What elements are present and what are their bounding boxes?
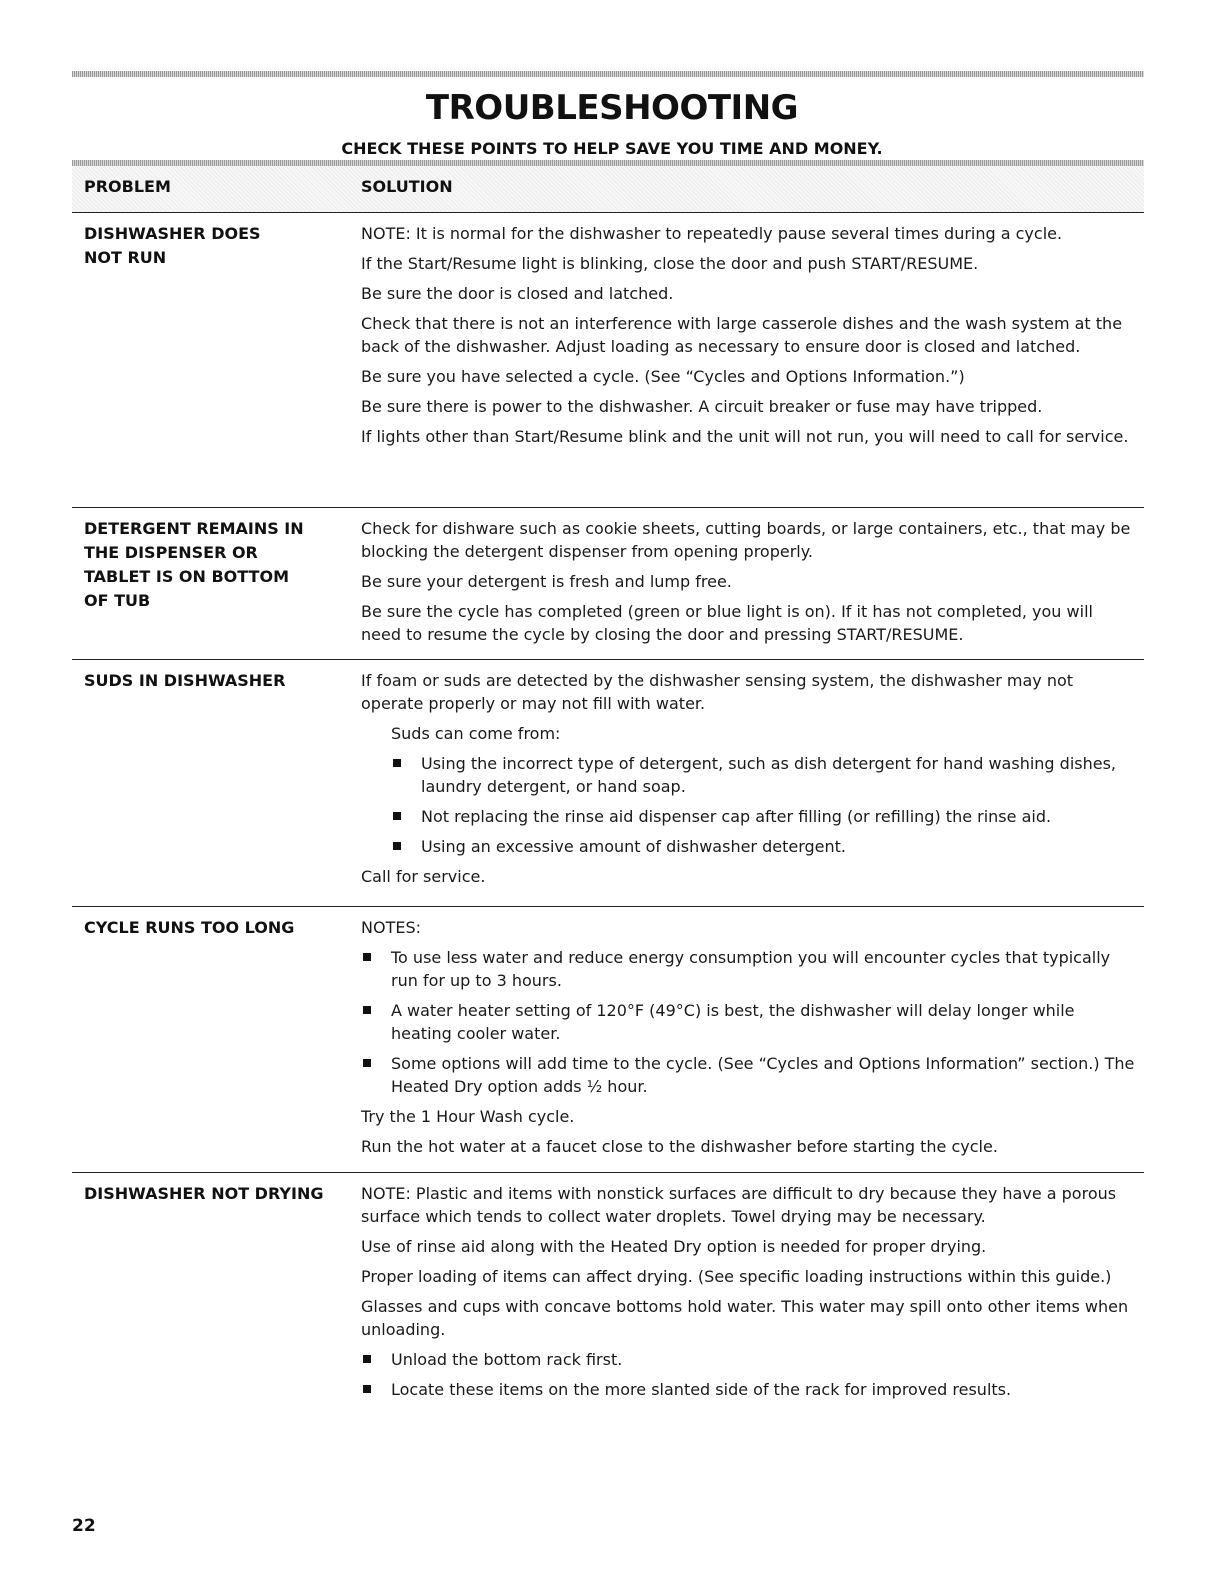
bullet-item: Using the incorrect type of detergent, such as dish detergent for hand washing dishes, laundry detergent, or hand soap.	[391, 752, 1136, 798]
solution-paragraph: If lights other than Start/Resume blink and the unit will not run, you will need to call for service.	[361, 427, 1129, 446]
solution-paragraph: Be sure the cycle has completed (green or blue light is on). If it has not completed, you will need to resume the cycle by closing the door and pressing START/RESUME.	[361, 602, 1093, 644]
page-subtitle: CHECK THESE POINTS TO HELP SAVE YOU TIME AND MONEY.	[341, 139, 883, 158]
section-dishwasher-does-not-run	[72, 212, 1144, 508]
table-header	[72, 160, 1144, 213]
suds-lead: Suds can come from:	[391, 724, 561, 743]
problem-label	[84, 916, 344, 940]
problem-label	[84, 222, 344, 270]
solution-text	[361, 669, 1136, 895]
solution-text	[361, 916, 1136, 1165]
solution-paragraph: NOTE: Plastic and items with nonstick surfaces are difficult to dry because they have a porous surface which tends to collect water droplets. Towel drying may be necessary.	[361, 1184, 1117, 1226]
solution-paragraph: Be sure your detergent is fresh and lump free.	[361, 572, 732, 591]
solution-paragraph: NOTES:	[361, 918, 421, 937]
problem-label	[84, 669, 344, 693]
bullet-item: A water heater setting of 120°F (49°C) is best, the dishwasher will delay longer while heating cooler water.	[361, 999, 1136, 1045]
section-cycle-runs-too-long	[72, 906, 1144, 1173]
solution-paragraph: Be sure you have selected a cycle. (See “Cycles and Options Information.”)	[361, 367, 965, 386]
solution-paragraph: Check for dishware such as cookie sheets, cutting boards, or large containers, etc., that may be blocking the detergent dispenser from opening properly.	[361, 519, 1131, 561]
solution-text	[361, 1182, 1136, 1408]
problem-line: THE DISPENSER OR	[84, 543, 258, 562]
page-title: TROUBLESHOOTING	[425, 88, 799, 128]
problem-line: DISHWASHER NOT DRYING	[84, 1184, 324, 1203]
solution-paragraph: If foam or suds are detected by the dishwasher sensing system, the dishwasher may not operate properly or may not fill with water.	[361, 671, 1074, 713]
bullet-item: Unload the bottom rack first.	[361, 1348, 1136, 1371]
problem-line: CYCLE RUNS TOO LONG	[84, 918, 295, 937]
solution-paragraph: Try the 1 Hour Wash cycle.	[361, 1107, 575, 1126]
solution-paragraph: If the Start/Resume light is blinking, close the door and push START/RESUME.	[361, 254, 979, 273]
solution-paragraph: Call for service.	[361, 867, 486, 886]
problem-line: NOT RUN	[84, 248, 167, 267]
solution-paragraph: NOTE: It is normal for the dishwasher to repeatedly pause several times during a cycle.	[361, 224, 1063, 243]
bullet-item: To use less water and reduce energy consumption you will encounter cycles that typically run for up to 3 hours.	[361, 946, 1136, 992]
solution-paragraph: Be sure the door is closed and latched.	[361, 284, 674, 303]
bullet-item: Some options will add time to the cycle. (See “Cycles and Options Information” section.) The Heated Dry option adds ½ hour.	[361, 1052, 1136, 1098]
problem-line: OF TUB	[84, 591, 151, 610]
solution-paragraph: Use of rinse aid along with the Heated Dry option is needed for proper drying.	[361, 1237, 987, 1256]
problem-column-header: PROBLEM	[84, 177, 171, 196]
solution-paragraph: Proper loading of items can affect drying. (See specific loading instructions within this guide.)	[361, 1267, 1112, 1286]
problem-line: TABLET IS ON BOTTOM	[84, 567, 289, 586]
solution-text	[361, 517, 1136, 653]
solution-text	[361, 222, 1136, 455]
problem-line: DETERGENT REMAINS IN	[84, 519, 304, 538]
section-suds-in-dishwasher	[72, 659, 1144, 907]
problem-line: DISHWASHER DOES	[84, 224, 261, 243]
solution-paragraph: Glasses and cups with concave bottoms hold water. This water may spill onto other items when unloading.	[361, 1297, 1129, 1339]
top-rule	[72, 71, 1144, 77]
solution-paragraph: Run the hot water at a faucet close to the dishwasher before starting the cycle.	[361, 1137, 998, 1156]
bullet-item: Not replacing the rinse aid dispenser cap after filling (or refilling) the rinse aid.	[391, 805, 1136, 828]
bullet-item: Using an excessive amount of dishwasher detergent.	[391, 835, 1136, 858]
bullet-item: Locate these items on the more slanted side of the rack for improved results.	[361, 1378, 1136, 1401]
solution-paragraph: Be sure there is power to the dishwasher. A circuit breaker or fuse may have tripped.	[361, 397, 1043, 416]
problem-label	[84, 517, 344, 613]
page-number: 22	[72, 1516, 96, 1536]
section-detergent-remains	[72, 507, 1144, 660]
solution-column-header: SOLUTION	[361, 177, 453, 196]
header-stripe	[72, 160, 1144, 166]
problem-label	[84, 1182, 344, 1206]
section-dishwasher-not-drying	[72, 1172, 1144, 1432]
problem-line: SUDS IN DISHWASHER	[84, 671, 286, 690]
solution-paragraph: Check that there is not an interference with large casserole dishes and the wash system at the back of the dishwasher. Adjust loading as necessary to ensure door is closed and latched.	[361, 314, 1123, 356]
